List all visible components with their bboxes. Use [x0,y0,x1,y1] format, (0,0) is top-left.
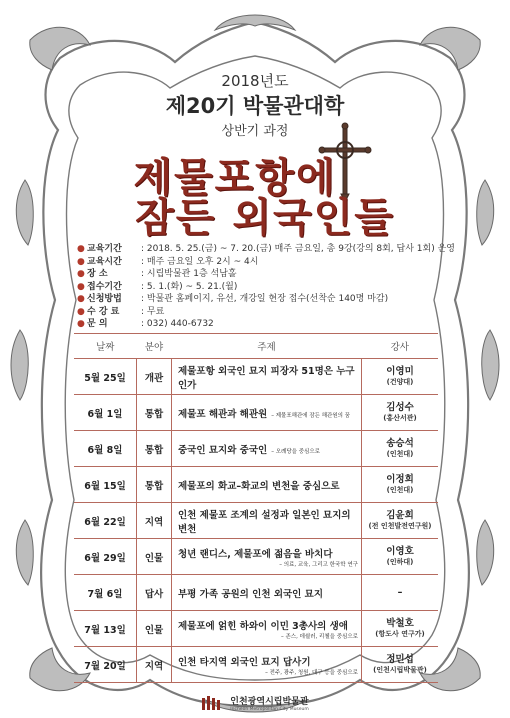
bullet-icon: ● [77,256,85,267]
bullet-icon: ● [77,269,85,279]
table-row: 7월 13일 인물 제물포에 얽힌 하와이 이민 3총사의 생애 – 존스, 데쉴러, 리첼을 중심으로 박철호 (항도사 연구가) [74,611,438,647]
col-topic: 주제 [172,334,362,359]
table-row: 5월 25일 개관 제물포항 외국인 묘지 피장자 51명은 누구인가 이영미 (건양대) [74,359,438,395]
main-title-line2: 잠든 외국인들 [135,195,395,241]
info-row: ● 신청방법 : 박물관 홈페이지, 유선, 개강일 현장 접수(선착순 140명 마감) [77,294,389,304]
table-row: 7월 6일 답사 부평 가족 공원의 인천 외국인 묘지 – [74,575,438,611]
info-row: ● 교육시간 : 매주 금요일 오후 2시 ~ 4시 [77,256,259,267]
museum-name-ko: 인천광역시립박물관 [230,696,309,707]
course-info [77,243,457,331]
museum-logo-icon [201,695,221,711]
main-title-line1: 제물포항에 [133,155,337,201]
table-row: 6월 15일 통합 제물포의 화교–화교의 변천을 중심으로 이정희 (인천대) [74,467,438,503]
info-row: ● 교육기간 : 2018. 5. 25.(금) ~ 7. 20.(금) 매주 금요일, 총 9강(강의 8회, 답사 1회) 운영 [77,244,455,254]
edition-title: 제20기 박물관대학 [165,94,345,118]
table-row: 6월 29일 인물 청년 랜디스, 제물포에 젊음을 바치다 – 의료, 교육, 그리고 한국학 연구 이영호 (인하대) [74,539,438,575]
col-lecturer: 강사 [362,334,439,359]
bullet-icon: ● [77,319,85,329]
course-term: 상반기 과정 [221,124,289,139]
table-row: 6월 8일 통합 중국인 묘지와 중국인 – 오례당을 중심으로 송승석 (인천대) [74,431,438,467]
table-row: 6월 22일 지역 인천 제물포 조계의 설정과 일본인 묘지의 변천 김윤희 (전 인천발전연구원) [74,503,438,539]
bullet-icon: ● [77,306,85,317]
info-row: ● 문 의 : 032) 440-6732 [77,319,214,329]
bullet-icon: ● [77,294,85,304]
table-row: 7월 20일 지역 인천 타지역 외국인 묘지 답사기 – 전주, 광주, 청원, 대구 등을 중심으로 정민섭 (인천시립박물관) [74,647,438,683]
schedule-table [74,333,438,683]
info-row: ● 접수기간 : 5. 1.(화) ~ 5. 21.(월) [77,281,238,292]
course-year: 2018년도 [221,72,289,90]
bullet-icon: ● [77,281,85,292]
info-row: ● 수 강 료 : 무료 [77,306,165,317]
info-row: ● 장 소 : 시립박물관 1층 석남홀 [77,269,237,279]
museum-logo [0,692,510,712]
col-area: 분야 [137,334,172,359]
bullet-icon: ● [77,244,85,254]
col-date: 날짜 [74,334,137,359]
table-header-row [74,334,438,359]
table-row: 6월 1일 통합 제물포 해관과 해관원 – 제물포해관에 잠든 해관원의 꿈 김성수 (홍산서관) [74,395,438,431]
museum-name-en: Incheon Metropolitan City Museum [230,706,309,712]
